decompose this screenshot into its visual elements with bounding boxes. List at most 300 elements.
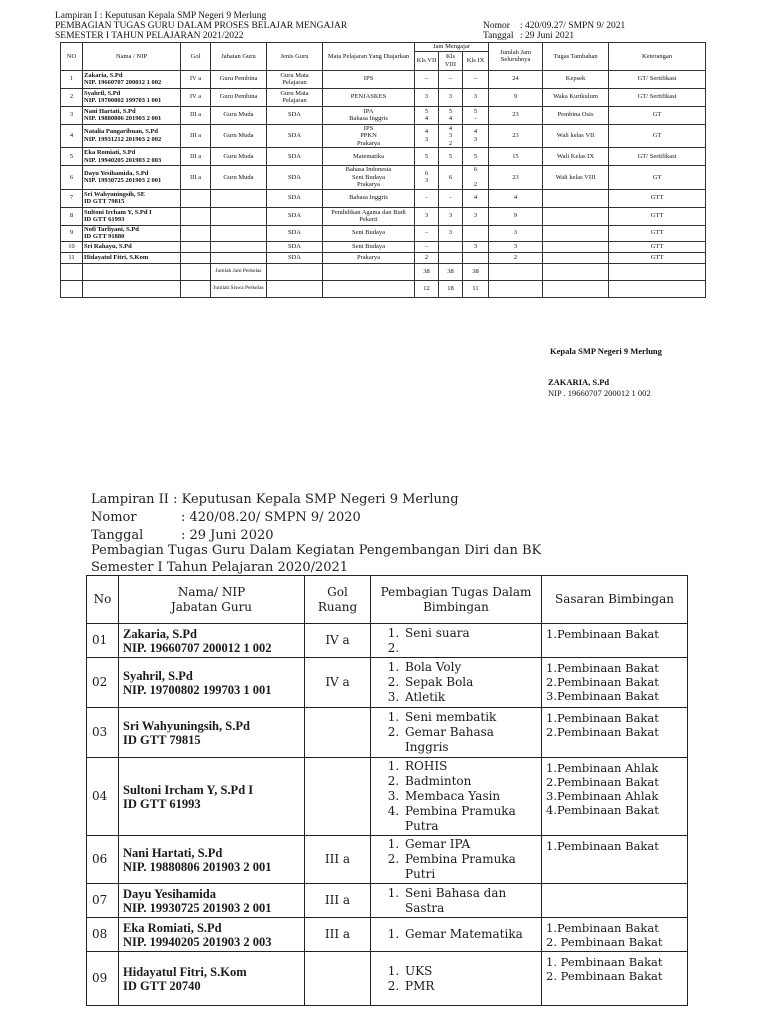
cell-tugas bbox=[543, 241, 609, 252]
cell-jenis bbox=[267, 124, 323, 148]
lampiran-1-title: Lampiran I : Keputusan Kepala SMP Negeri 9 Merlung bbox=[55, 11, 267, 21]
total-siswa-row-value: 12 bbox=[415, 280, 439, 297]
col2-no: No bbox=[87, 576, 119, 624]
gol-ruang: IV a bbox=[305, 624, 371, 658]
cell-jenis bbox=[267, 252, 323, 263]
cell-tugas bbox=[543, 148, 609, 166]
gol-ruang: III a bbox=[305, 884, 371, 918]
cell-ket bbox=[609, 225, 706, 241]
col2-gol-l1: Gol bbox=[327, 584, 348, 599]
cell-gol bbox=[181, 241, 211, 252]
tugas-cell bbox=[371, 918, 542, 952]
tugas-cell bbox=[371, 952, 542, 1006]
table-row bbox=[61, 88, 706, 106]
col2-gol bbox=[305, 576, 371, 624]
cell-jenis bbox=[267, 88, 323, 106]
cell-jumlah-text: 24 bbox=[512, 75, 519, 83]
table-row bbox=[61, 252, 706, 263]
cell-jabatan bbox=[211, 124, 267, 148]
cell-tugas bbox=[543, 166, 609, 190]
cell-k7-text: 4 3 bbox=[424, 128, 429, 143]
cell-ket bbox=[609, 166, 706, 190]
cell-jenis bbox=[267, 166, 323, 190]
teacher-nip: ID GTT 79815 bbox=[123, 732, 201, 747]
cell-k8-text: 3 bbox=[448, 212, 453, 220]
cell-no bbox=[61, 124, 83, 148]
cell-jenis-text: SDA bbox=[287, 242, 301, 250]
teacher-nip: NIP. 19930725 201903 2 001 bbox=[123, 900, 272, 915]
cell-gol bbox=[181, 70, 211, 88]
lampiran-2-subtitle: Pembagian Tugas Guru Dalam Kegiatan Pengembangan Diri dan BK bbox=[91, 543, 542, 558]
cell-jabatan bbox=[211, 166, 267, 190]
cell-gol bbox=[181, 225, 211, 241]
cell-name bbox=[83, 241, 181, 252]
cell-jabatan bbox=[211, 207, 267, 225]
cell-jabatan-text: Guru Muda bbox=[223, 111, 254, 119]
sasaran-cell bbox=[542, 624, 688, 658]
gol-ruang bbox=[305, 708, 371, 758]
col2-tugas bbox=[371, 576, 542, 624]
cell-k8-text: 5 4 bbox=[448, 107, 453, 122]
sasaran-cell bbox=[542, 836, 688, 884]
table-row bbox=[61, 70, 706, 88]
teacher-cell bbox=[119, 836, 305, 884]
teacher-nip: NIP. 19940205 201903 2 003 bbox=[84, 156, 162, 164]
cell-gol-text: III a bbox=[189, 152, 201, 160]
table-row bbox=[87, 918, 688, 952]
cell-name bbox=[83, 252, 181, 263]
cell-mapel bbox=[323, 225, 415, 241]
teacher-name: Natalia Pangaribuan, S.Pd bbox=[84, 128, 159, 136]
sasaran-item: 2. Pembinaan Bakat bbox=[546, 935, 663, 949]
cell-name bbox=[83, 166, 181, 190]
total-jam-row-value: 38 bbox=[439, 263, 463, 280]
cell-ket-text: GT/ Sertifikasi bbox=[637, 75, 677, 83]
cell-jenis-text: SDA bbox=[287, 212, 301, 220]
nomor-value: : 420/09.27/ SMPN 9/ 2021 bbox=[520, 21, 626, 31]
teacher-name: Nofi Tarliyani, S.Pd bbox=[84, 225, 139, 233]
cell-k7 bbox=[415, 241, 439, 252]
cell-gol bbox=[181, 124, 211, 148]
cell-k7 bbox=[415, 166, 439, 190]
cell-no bbox=[61, 106, 83, 124]
cell-k9 bbox=[463, 207, 489, 225]
row-no: 03 bbox=[87, 708, 119, 758]
tugas-cell bbox=[371, 836, 542, 884]
cell-no-text: 5 bbox=[69, 152, 74, 160]
cell-jumlah-text: 3 bbox=[513, 242, 518, 250]
cell-no bbox=[61, 70, 83, 88]
sasaran-item: 2.Pembinaan Bakat bbox=[546, 675, 659, 689]
tugas-item: 1. UKS bbox=[403, 964, 537, 979]
tanggal-value: : 29 Juni 2021 bbox=[520, 31, 575, 41]
tugas-list bbox=[375, 710, 537, 755]
cell-k7 bbox=[415, 106, 439, 124]
cell-tugas bbox=[543, 225, 609, 241]
empty-cell bbox=[181, 280, 211, 297]
cell-ket-text: GT bbox=[652, 111, 662, 119]
cell-jenis-text: SDA bbox=[287, 152, 301, 160]
teacher-cell bbox=[119, 918, 305, 952]
sasaran-item: 2. Pembinaan Bakat bbox=[546, 969, 663, 983]
cell-k9-text: 4 bbox=[473, 194, 478, 202]
cell-no bbox=[61, 88, 83, 106]
tugas-cell bbox=[371, 884, 542, 918]
cell-k7-text: – bbox=[424, 75, 429, 83]
table-row bbox=[87, 884, 688, 918]
table-row bbox=[61, 124, 706, 148]
cell-name bbox=[83, 207, 181, 225]
teacher-nip: ID GTT 61993 bbox=[84, 216, 125, 223]
nomor-label: Nomor bbox=[483, 21, 510, 31]
col-no: NO bbox=[61, 43, 83, 71]
row-no: 07 bbox=[87, 884, 119, 918]
cell-ket bbox=[609, 88, 706, 106]
cell-jenis-text: Guru Mata Pelajaran bbox=[280, 89, 309, 104]
cell-jumlah-text: 3 bbox=[513, 229, 518, 237]
table-row bbox=[61, 106, 706, 124]
teacher-nip: NIP. 19660707 200012 1 002 bbox=[123, 640, 272, 655]
teacher-name: Sri Rahayu, S.Pd bbox=[84, 242, 132, 250]
tanggal-label: Tanggal bbox=[483, 31, 514, 41]
cell-mapel bbox=[323, 207, 415, 225]
cell-ket-text: GT/ Sertifikasi bbox=[637, 93, 677, 101]
cell-gol bbox=[181, 207, 211, 225]
cell-jenis-text: SDA bbox=[287, 194, 301, 202]
cell-k8-text: - bbox=[449, 194, 452, 202]
cell-gol bbox=[181, 148, 211, 166]
cell-k9 bbox=[463, 241, 489, 252]
teacher-nip: NIP. 19880806 201903 2 001 bbox=[84, 115, 162, 122]
cell-jenis bbox=[267, 207, 323, 225]
cell-mapel bbox=[323, 148, 415, 166]
cell-no-text: 4 bbox=[69, 132, 74, 139]
cell-k8-text: 6 bbox=[448, 173, 453, 181]
row-no: 04 bbox=[87, 758, 119, 836]
cell-ket bbox=[609, 124, 706, 148]
cell-jabatan bbox=[211, 106, 267, 124]
cell-mapel-text: IPS PPKN Prakarya bbox=[356, 124, 381, 147]
cell-k9-text: 5 - bbox=[473, 107, 478, 122]
cell-k7-text: 3 bbox=[424, 212, 429, 220]
teacher-name: Nani Hartati, S.Pd bbox=[123, 845, 223, 860]
lampiran-1-semester: SEMESTER I TAHUN PELAJARAN 2021/2022 bbox=[55, 31, 244, 41]
cell-k8 bbox=[439, 148, 463, 166]
cell-k8 bbox=[439, 166, 463, 190]
teacher-nip: ID GTT 91880 bbox=[84, 233, 125, 240]
cell-jumlah bbox=[489, 166, 543, 190]
table-row bbox=[61, 241, 706, 252]
cell-k8 bbox=[439, 207, 463, 225]
cell-tugas bbox=[543, 106, 609, 124]
cell-jenis bbox=[267, 189, 323, 207]
cell-mapel-text: IPA Bahasa Inggris bbox=[349, 107, 388, 122]
cell-k7-text: 5 4 bbox=[424, 107, 429, 122]
table-row bbox=[61, 166, 706, 190]
sasaran-item: 1.Pembinaan Ahlak bbox=[546, 761, 659, 775]
table-row bbox=[87, 836, 688, 884]
teacher-name: Syahril, S.Pd bbox=[84, 89, 121, 97]
col-kls-viii: Kls VIII bbox=[439, 51, 463, 70]
cell-k8 bbox=[439, 88, 463, 106]
teacher-nip: NIP. 19931212 201903 2 002 bbox=[84, 135, 162, 143]
total-jam-row-value: 38 bbox=[463, 263, 489, 280]
cell-jumlah bbox=[489, 241, 543, 252]
cell-k8 bbox=[439, 70, 463, 88]
teacher-name: Hidayatul Fitri, S.Kom bbox=[84, 253, 149, 261]
cell-gol bbox=[181, 106, 211, 124]
gol-ruang bbox=[305, 758, 371, 836]
col-jam-mengajar: Jam Mengajar bbox=[415, 43, 489, 52]
signature-name: ZAKARIA, S.Pd bbox=[548, 377, 610, 387]
tugas-item: 1. Seni Bahasa dan Sastra bbox=[403, 886, 537, 916]
cell-ket bbox=[609, 241, 706, 252]
total-jam-row-value: 38 bbox=[415, 263, 439, 280]
cell-k9 bbox=[463, 166, 489, 190]
cell-jumlah bbox=[489, 148, 543, 166]
cell-jabatan bbox=[211, 225, 267, 241]
empty-cell bbox=[83, 263, 181, 280]
sasaran-item: 3.Pembinaan Ahlak bbox=[546, 789, 659, 803]
sasaran-item: 1. Pembinaan Bakat bbox=[546, 955, 663, 969]
cell-jumlah bbox=[489, 252, 543, 263]
cell-mapel-text: Seni Budaya bbox=[351, 229, 386, 237]
tugas-cell bbox=[371, 658, 542, 708]
cell-gol-text: III a bbox=[189, 132, 201, 139]
empty-cell bbox=[267, 263, 323, 280]
cell-mapel-text: IPS bbox=[363, 75, 374, 83]
teacher-nip: NIP. 19700802 199703 1 001 bbox=[84, 97, 162, 104]
teacher-name: Dayu Yesihamida bbox=[123, 886, 216, 901]
cell-no bbox=[61, 252, 83, 263]
lampiran-2-tanggal bbox=[91, 528, 491, 544]
row-no: 06 bbox=[87, 836, 119, 884]
teacher-cell bbox=[119, 658, 305, 708]
cell-jumlah-text: 23 bbox=[512, 111, 519, 119]
teacher-name: Sultoni Ircham Y, S.Pd I bbox=[84, 208, 152, 216]
teacher-cell bbox=[119, 952, 305, 1006]
cell-k9 bbox=[463, 189, 489, 207]
cell-jabatan-text: Guru Pembina bbox=[219, 93, 258, 101]
cell-no bbox=[61, 189, 83, 207]
tanggal-2-label: Tanggal bbox=[91, 528, 144, 543]
teacher-nip: ID GTT 20740 bbox=[123, 978, 201, 993]
cell-name bbox=[83, 148, 181, 166]
tugas-list bbox=[375, 964, 537, 994]
cell-jabatan-text: Guru Muda bbox=[223, 152, 254, 160]
lampiran-2-semester: Semester I Tahun Pelajaran 2020/2021 bbox=[91, 560, 349, 575]
empty-cell bbox=[543, 263, 609, 280]
table-row bbox=[87, 708, 688, 758]
cell-k9 bbox=[463, 252, 489, 263]
cell-tugas bbox=[543, 88, 609, 106]
cell-no bbox=[61, 207, 83, 225]
cell-k7-text: – bbox=[424, 229, 429, 237]
cell-k9 bbox=[463, 148, 489, 166]
cell-no-text: 6 bbox=[69, 173, 74, 181]
teacher-cell bbox=[119, 884, 305, 918]
tugas-cell bbox=[371, 624, 542, 658]
cell-jumlah bbox=[489, 189, 543, 207]
cell-mapel bbox=[323, 189, 415, 207]
cell-no bbox=[61, 166, 83, 190]
tugas-item: 3. Atletik bbox=[403, 690, 537, 705]
cell-jenis bbox=[267, 106, 323, 124]
cell-mapel bbox=[323, 166, 415, 190]
col-jumlah: Jumlah Jam Seluruhnya bbox=[489, 43, 543, 71]
row-no: 08 bbox=[87, 918, 119, 952]
cell-jumlah-text: 15 bbox=[512, 152, 519, 160]
cell-jumlah-text: 9 bbox=[513, 93, 518, 101]
teacher-nip: NIP. 19880806 201903 2 001 bbox=[123, 859, 272, 874]
cell-jabatan bbox=[211, 241, 267, 252]
empty-cell bbox=[543, 280, 609, 297]
sasaran-item: 3.Pembinaan Bakat bbox=[546, 689, 659, 703]
teacher-name: Dayu Yesihamida, S.Pd bbox=[84, 169, 149, 177]
col-jabatan: Jabatan Guru bbox=[211, 43, 267, 71]
cell-ket-text: GT bbox=[652, 173, 662, 181]
cell-no-text: 10 bbox=[68, 242, 75, 250]
cell-k9 bbox=[463, 124, 489, 148]
gol-ruang: III a bbox=[305, 836, 371, 884]
teaching-assignment-table bbox=[60, 42, 706, 298]
cell-ket-text: GTT bbox=[650, 194, 664, 202]
cell-tugas-text: Wali kelas VIII bbox=[555, 173, 596, 181]
cell-jabatan bbox=[211, 252, 267, 263]
cell-ket-text: GTT bbox=[650, 253, 664, 261]
cell-name bbox=[83, 70, 181, 88]
empty-cell bbox=[61, 263, 83, 280]
cell-gol bbox=[181, 88, 211, 106]
empty-cell bbox=[609, 263, 706, 280]
cell-k8 bbox=[439, 241, 463, 252]
empty-cell bbox=[609, 280, 706, 297]
development-assignment-table bbox=[86, 575, 688, 1006]
tugas-list bbox=[375, 927, 537, 942]
cell-ket bbox=[609, 106, 706, 124]
cell-jenis-text: Guru Mata Pelajaran bbox=[280, 71, 309, 86]
sasaran-item: 1.Pembinaan Bakat bbox=[546, 661, 659, 675]
sasaran-item: 1.Pembinaan Bakat bbox=[546, 921, 659, 935]
tugas-item: 1. Seni suara bbox=[403, 626, 537, 641]
cell-jumlah bbox=[489, 70, 543, 88]
cell-jenis-text: SDA bbox=[287, 132, 301, 139]
cell-tugas bbox=[543, 124, 609, 148]
cell-k9-text: 3 bbox=[473, 93, 478, 101]
cell-k8 bbox=[439, 225, 463, 241]
cell-k7 bbox=[415, 189, 439, 207]
cell-k7-text: 5 bbox=[424, 152, 429, 160]
cell-mapel-text: Matematika bbox=[352, 152, 385, 160]
teacher-name: Zakaria, S.Pd bbox=[123, 626, 197, 641]
cell-no-text: 1 bbox=[69, 75, 74, 83]
cell-jabatan-text: Guru Pembina bbox=[219, 75, 258, 83]
cell-tugas-text: Kepsek bbox=[565, 75, 586, 83]
cell-k7 bbox=[415, 148, 439, 166]
cell-jumlah-text: 2 bbox=[513, 253, 518, 261]
cell-k8 bbox=[439, 252, 463, 263]
sasaran-cell bbox=[542, 758, 688, 836]
cell-mapel-text: Seni Budaya bbox=[351, 242, 386, 250]
tugas-item: 1. Seni membatik bbox=[403, 710, 537, 725]
cell-tugas bbox=[543, 70, 609, 88]
cell-jenis bbox=[267, 241, 323, 252]
total-siswa-row-value: 11 bbox=[463, 280, 489, 297]
cell-tugas-text: Pembina Osis bbox=[557, 111, 594, 119]
teacher-nip: NIP. 19930725 201903 2 001 bbox=[84, 177, 162, 185]
cell-mapel bbox=[323, 106, 415, 124]
signature-title: Kepala SMP Negeri 9 Merlung bbox=[550, 346, 662, 356]
col-gol: Gol bbox=[181, 43, 211, 71]
col-kls-ix: Kls IX bbox=[463, 51, 489, 70]
col2-nama bbox=[119, 576, 305, 624]
cell-jenis bbox=[267, 225, 323, 241]
cell-jenis bbox=[267, 148, 323, 166]
cell-k9-text: – bbox=[473, 75, 478, 83]
tugas-list bbox=[375, 837, 537, 882]
tugas-item: 2. Pembina Pramuka Putri bbox=[403, 852, 537, 882]
cell-name bbox=[83, 88, 181, 106]
cell-jumlah-text: 23 bbox=[512, 173, 519, 181]
cell-k8 bbox=[439, 106, 463, 124]
teacher-nip: ID GTT 61993 bbox=[123, 796, 201, 811]
teacher-cell bbox=[119, 624, 305, 658]
tugas-item: 3. Membaca Yasin bbox=[403, 789, 537, 804]
total-siswa-row-value: 18 bbox=[439, 280, 463, 297]
cell-k8 bbox=[439, 189, 463, 207]
cell-name bbox=[83, 106, 181, 124]
sasaran-item: 2.Pembinaan Bakat bbox=[546, 775, 659, 789]
row-no: 02 bbox=[87, 658, 119, 708]
tugas-item: 2. Badminton bbox=[403, 774, 537, 789]
cell-k7-text: - bbox=[425, 194, 428, 202]
cell-k8-text: 3 bbox=[448, 229, 453, 237]
cell-k7 bbox=[415, 70, 439, 88]
teacher-name: Eka Romiati, S.Pd bbox=[123, 920, 222, 935]
cell-k9 bbox=[463, 225, 489, 241]
cell-k7 bbox=[415, 124, 439, 148]
col-nama: Nama / NIP bbox=[83, 43, 181, 71]
cell-k9-text: 6 2 bbox=[473, 166, 478, 188]
cell-jumlah-text: 4 bbox=[513, 194, 518, 202]
teacher-name: Zakaria, S.Pd bbox=[84, 71, 123, 79]
cell-k8-text: 3 bbox=[448, 93, 453, 101]
sasaran-cell bbox=[542, 658, 688, 708]
cell-name bbox=[83, 189, 181, 207]
cell-jabatan-text: Guru Muda bbox=[223, 132, 254, 139]
empty-cell bbox=[61, 280, 83, 297]
cell-mapel bbox=[323, 124, 415, 148]
cell-k7-text: – bbox=[424, 242, 429, 250]
cell-no bbox=[61, 225, 83, 241]
cell-k8-text: 5 bbox=[448, 152, 453, 160]
cell-jabatan bbox=[211, 88, 267, 106]
sasaran-item: 1.Pembinaan Bakat bbox=[546, 839, 659, 853]
cell-gol bbox=[181, 166, 211, 190]
teacher-name: Sultoni Ircham Y, S.Pd I bbox=[123, 782, 254, 797]
cell-gol bbox=[181, 189, 211, 207]
empty-cell bbox=[267, 280, 323, 297]
teacher-nip: NIP. 19660707 200012 1 002 bbox=[84, 79, 162, 86]
cell-k7-text: 3 bbox=[424, 93, 429, 101]
tugas-cell bbox=[371, 708, 542, 758]
cell-k9 bbox=[463, 70, 489, 88]
tugas-item: 1. Bola Voly bbox=[403, 660, 537, 675]
teacher-nip: ID GTT 79815 bbox=[84, 198, 125, 205]
cell-mapel-text: PENJASKES bbox=[350, 93, 387, 101]
cell-k9 bbox=[463, 106, 489, 124]
cell-ket-text: GTT bbox=[650, 229, 664, 237]
